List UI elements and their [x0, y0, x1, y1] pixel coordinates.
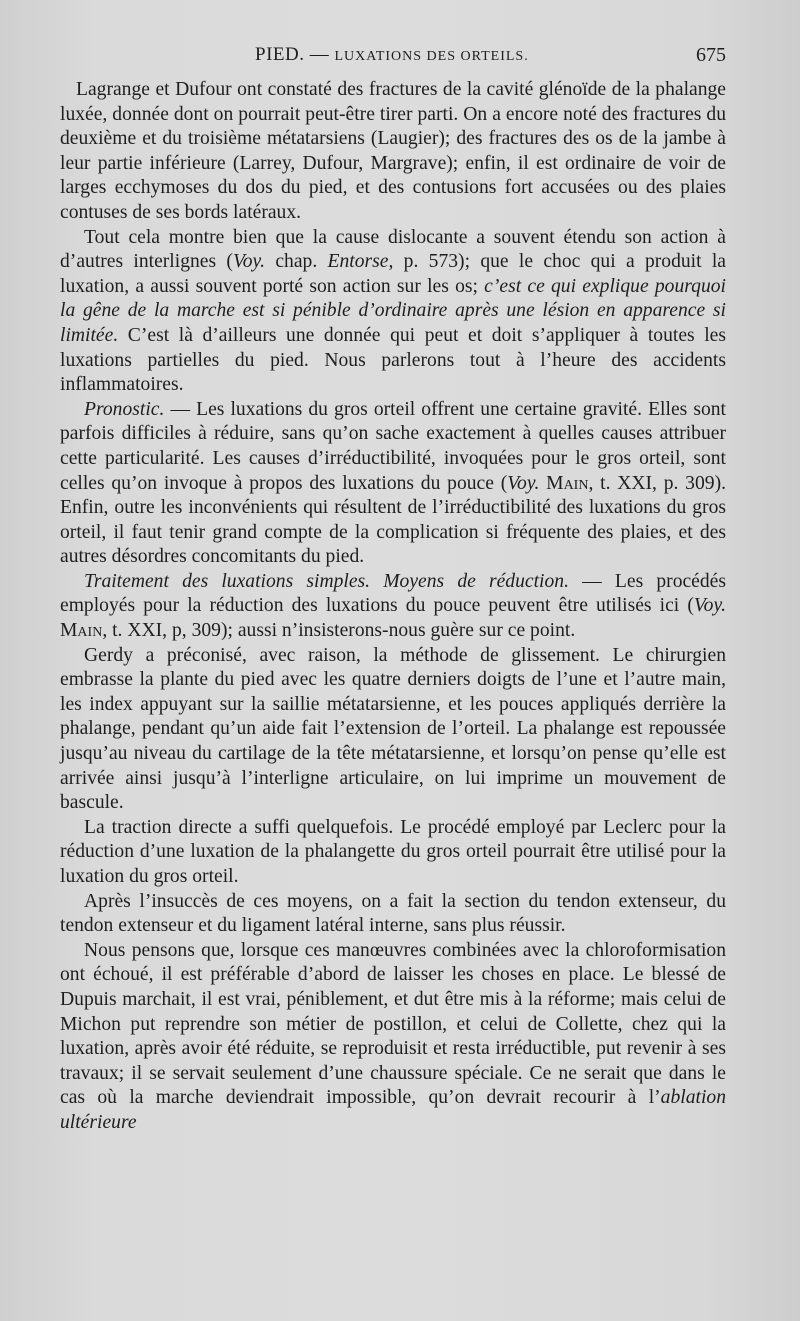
paragraph [60, 226, 726, 398]
running-title-main: PIED. [255, 44, 305, 65]
italic-run: ablation ultérieure [60, 1087, 726, 1133]
text-run: chap. [265, 251, 328, 273]
text-run: Tout cela montre bien que la cause dislocante a souvent étendu son action à d’autres interlignes ( [60, 226, 726, 273]
italic-run: Voy. [232, 251, 266, 273]
small-caps-run: Main [60, 620, 103, 642]
paragraph [60, 398, 726, 570]
body-text [60, 78, 726, 1136]
paragraph [60, 644, 726, 816]
italic-run: Voy. [693, 595, 726, 617]
paragraph [60, 939, 726, 1136]
text-run: — Les procédés employés pour la réduction des luxations du pouce peuvent être utilisés ici ( [60, 570, 727, 617]
paragraph [60, 78, 726, 226]
italic-run: Pronostic. [84, 398, 165, 420]
paragraph [60, 890, 726, 939]
text-run: C’est là d’ailleurs une donnée qui peut et doit s’appliquer à toutes les luxations partielles du pied. Nous parlerons tout à l’heure des accidents inflammatoires. [60, 324, 726, 396]
text-run: Après l’insuccès de ces moyens, on a fait la section du tendon extenseur, du tendon extenseur et du ligament latéral interne, sans plus réussir. [60, 890, 726, 937]
paragraph [60, 816, 726, 890]
text-run: Gerdy a préconisé, avec raison, la méthode de glissement. Le chirurgien embrasse la plante du pied avec les quatre derniers doigts de l’une et l’autre main, les index appuyant sur la saillie métatarsienne, et les pouces appliqués derrière la phalange, pendant qu’un aide fait l’extension de l’orteil. La phalange est repoussée jusqu’au niveau du cartilage de la tête métatarsienne, et lorsqu’on pense qu’elle est arrivée ainsi jusqu’à l’interligne articulaire, on lui imprime un mouvement de bascule. [60, 644, 726, 814]
running-title-section: LUXATIONS DES ORTEILS. [334, 49, 529, 64]
italic-run: Traitement des luxations simples. Moyens de réduction. [84, 570, 569, 592]
running-title [255, 44, 529, 66]
text-run: — Les luxations du gros orteil offrent une certaine gravité. Elles sont parfois difficiles à réduire, sans qu’on sache exactement à quelles causes attribuer cette particularité. Les causes d’irréductibilité, invoquées pour le gros orteil, sont celles qu’on invoque à propos des luxations du pouce ( [60, 398, 726, 494]
italic-run: Voy. [507, 472, 540, 494]
text-run: , t. XXI, p, 309); aussi n’insisterons-nous guère sur ce point. [102, 620, 576, 642]
italic-run: c’est ce qui explique pourquoi la gêne de la marche est si pénible d’ordinaire après une lésion en apparence si limitée. [60, 275, 726, 346]
running-header [60, 44, 726, 72]
text-run: , t. XXI, p. 309). Enfin, outre les inconvénients qui résultent de l’irréductibilité des luxations du gros orteil, il faut tenir grand compte de la complication si fréquente des plaies, et des autres désordres concomitants du pied. [60, 472, 726, 568]
text-run: Lagrange et Dufour ont constaté des fractures de la cavité glénoïde de la phalange luxée, donnée dont on pourrait peut-être tirer parti. On a encore noté des fractures du deuxième et du troisième métatarsiens (Laugier); des fractures des os de la jambe à leur partie inférieure (Larrey, Dufour, Margrave); enfin, il est ordinaire de voir de larges ecchymoses du dos du pied, et des contusions fort accusées ou des plaies contuses de ses bords latéraux. [60, 79, 726, 223]
italic-run: Entorse [327, 251, 389, 273]
running-title-separator: — [304, 44, 335, 65]
page-number: 675 [696, 44, 726, 66]
text-run: La traction directe a suffi quelquefois. Le procédé employé par Leclerc pour la réduction d’une luxation de la phalangette du gros orteil pourrait être utilisé pour la luxation du gros orteil. [60, 816, 726, 887]
text-run: Nous pensons que, lorsque ces manœuvres combinées avec la chloroformisation ont échoué, il est préférable d’abord de laisser les choses en place. Le blessé de Dupuis marchait, il est vrai, péniblement, et dut être mis à la réforme; mais celui de Michon put reprendre son métier de postillon, et celui de Collette, chez qui la luxation, après avoir été réduite, se reproduisit et resta irréductible, put revenir à ses travaux; il se servait seulement d’une chaussure spéciale. Ce ne serait que dans le cas où la marche deviendrait impossible, qu’on devrait recourir à l’ [60, 939, 726, 1109]
paragraph [60, 570, 726, 644]
text-run: , p. 573); que le choc qui a produit la luxation, a aussi souvent porté son action sur les os; [60, 251, 726, 297]
small-caps-run: Main [546, 472, 589, 494]
